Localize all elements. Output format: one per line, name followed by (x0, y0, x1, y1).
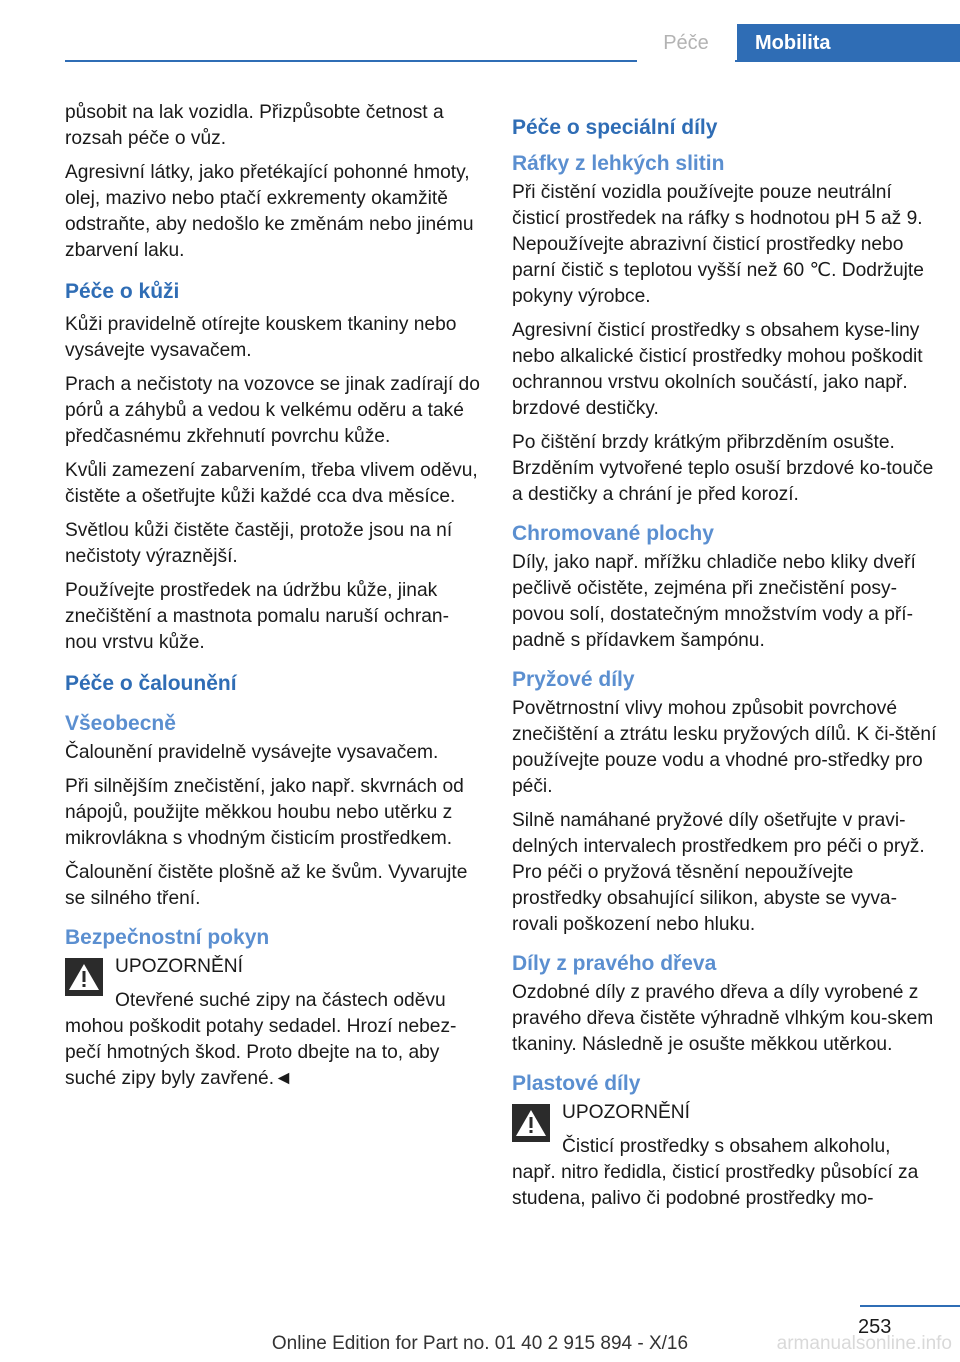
paragraph: Při silnějším znečistění, jako např. skvrnách od nápojů, použijte měkkou houbu nebo utěrku z mikrovlákna s vhodným čisticím prostředkem. (65, 776, 464, 849)
subheading-chromovane-plochy: Chromované plochy (512, 522, 714, 545)
paragraph: Agresivní čisticí prostředky s obsahem kyse-liny nebo alkalické čisticí prostředky mohou poškodit ochrannou vrstvu okolních součástí, jako např. brzdové destičky. (512, 320, 923, 419)
paragraph: Kvůli zamezení zabarvením, třeba vlivem oděvu, čistěte a ošetřujte kůži každé cca dva měsíce. (65, 460, 478, 507)
tab-pece-label: Péče (663, 32, 709, 54)
page-number: 253 (858, 1316, 892, 1338)
paragraph: Díly, jako např. mřížku chladiče nebo kliky dveří pečlivě očistěte, zejména při znečistění posy-povou solí, dostatečným množstvím vody a pří-padně s přídavkem šampónu. (512, 552, 916, 651)
heading-pece-o-calouneni: Péče o čalounění (65, 672, 237, 695)
paragraph: Ozdobné díly z pravého dřeva a díly vyrobené z pravého dřeva čistěte výhradně vlhkým kou-skem tkaniny. Následně je osušte měkkou utěrkou. (512, 982, 934, 1055)
right-column (512, 100, 937, 1220)
edition-text: Online Edition for Part no. 01 40 2 915 894 - X/16 (271, 1333, 689, 1354)
subheading-vseobecne: Všeobecně (65, 712, 176, 735)
paragraph: Agresivní látky, jako přetékající pohonné hmoty, olej, mazivo nebo ptačí exkrementy okamžitě odstraňte, aby nedošlo ke změnám nebo jinému zbarvení laku. (65, 162, 474, 261)
paragraph: Čalounění čistěte plošně až ke švům. Vyvarujte se silného tření. (65, 862, 468, 909)
footer-rule (860, 1305, 960, 1307)
subheading-pryzove-dily: Pryžové díly (512, 668, 635, 691)
warning-block (65, 954, 480, 980)
subheading-plastove-dily: Plastové díly (512, 1072, 641, 1095)
heading-pece-o-kuzi: Péče o kůži (65, 280, 180, 303)
subheading-dily-z-praveho-dreva: Díly z pravého dřeva (512, 952, 717, 975)
watermark: armanualsonline.info (776, 1333, 952, 1354)
warning-block (512, 1100, 937, 1126)
heading-pece-o-specialni-dily: Péče o speciální díly (512, 116, 718, 139)
paragraph: působit na lak vozidla. Přizpůsobte četnost a rozsah péče o vůz. (65, 102, 444, 149)
warning-title: UPOZORNĚNÍ (562, 1102, 690, 1123)
warning-text: Čisticí prostředky s obsahem alkoholu, např. nitro ředidla, čisticí prostředky působící za studena, palivo či podobné prostředky mo- (512, 1136, 919, 1209)
warning-icon (512, 1104, 550, 1142)
warning-icon (65, 958, 103, 996)
left-column (65, 100, 480, 1100)
paragraph: Po čištění brzdy krátkým přibrzděním osušte. Brzděním vytvořené teplo osuší brzdové ko-touče a destičky a chrání je před korozí. (512, 432, 934, 505)
subheading-rafky: Ráfky z lehkých slitin (512, 152, 725, 175)
paragraph: Světlou kůži čistěte častěji, protože jsou na ní nečistoty výraznější. (65, 520, 453, 567)
subheading-bezpecnostni-pokyn: Bezpečnostní pokyn (65, 926, 270, 949)
tab-mobilita-label: Mobilita (755, 32, 831, 54)
paragraph: Čalounění pravidelně vysávejte vysavačem. (65, 742, 439, 763)
paragraph: Používejte prostředek na údržbu kůže, jinak znečištění a mastnota pomalu naruší ochran-nou vrstvu kůže. (65, 580, 449, 653)
tab-pece[interactable] (637, 24, 735, 62)
paragraph: Kůži pravidelně otírejte kouskem tkaniny nebo vysávejte vysavačem. (65, 314, 457, 361)
paragraph: Při čistění vozidla používejte pouze neutrální čisticí prostředek na ráfky s hodnotou pH 5 až 9. Nepoužívejte abrazivní čisticí prostředky nebo parní čistič s teplotou vyšší než 60 ℃. Dodržujte pokyny výrobce. (512, 182, 924, 307)
warning-title: UPOZORNĚNÍ (115, 956, 243, 977)
paragraph: Silně namáhané pryžové díly ošetřujte v pravi-delných intervalech prostředkem pro péči o pryž. Pro péči o pryžová těsnění nepoužívejte prostředky obsahující silikon, abyste se vyva-rovali poškození nebo hluku. (512, 810, 925, 935)
tab-mobilita[interactable] (737, 24, 960, 62)
warning-text: Otevřené suché zipy na částech oděvu mohou poškodit potahy sedadel. Hrozí nebez-pečí hmotných škod. Proto dbejte na to, aby suché zipy byly zavřené.◄ (65, 990, 457, 1089)
paragraph: Povětrnostní vlivy mohou způsobit povrchové znečištění a ztrátu lesku pryžových dílů. K či-štění používejte pouze vodu a vhodné pro-středky pro péči. (512, 698, 937, 797)
paragraph: Prach a nečistoty na vozovce se jinak zadírají do pórů a záhybů a vedou k velkému oděru a také předčasnému zkřehnutí povrchu kůže. (65, 374, 480, 447)
